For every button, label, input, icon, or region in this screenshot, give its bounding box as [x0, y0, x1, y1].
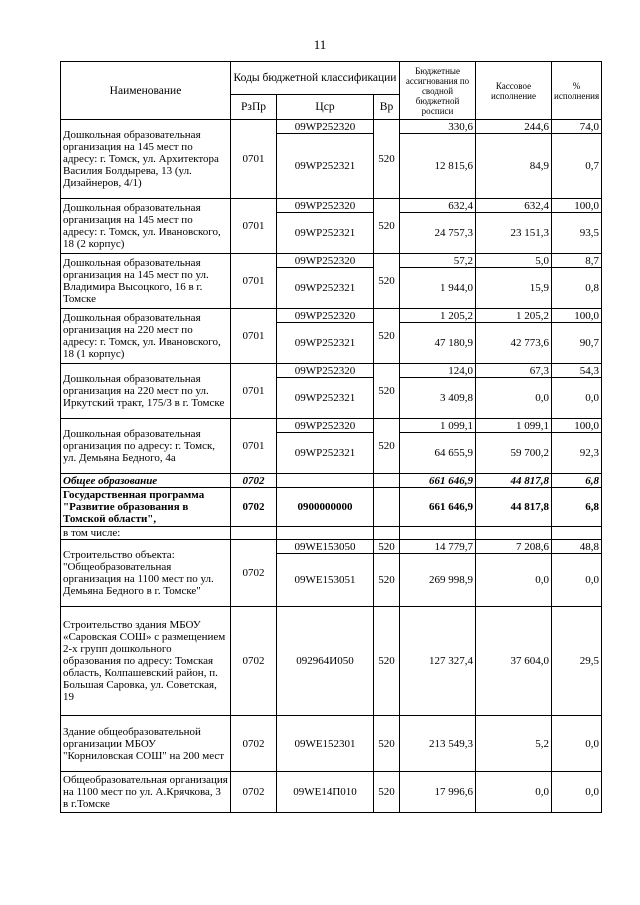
assign-cell: 1 099,1 — [400, 419, 476, 433]
rzpr-cell: 0702 — [231, 474, 277, 488]
vr-cell: 520 — [374, 309, 400, 364]
object-name: Общеобразовательная организация на 1100 мест по ул. А.Крячкова, 3 в г.Томске — [61, 772, 231, 813]
rzpr-cell: 0702 — [231, 716, 277, 772]
cash-cell: 7 208,6 — [476, 540, 552, 554]
pct-cell: 0,0 — [552, 772, 602, 813]
assign-cell: 17 996,6 — [400, 772, 476, 813]
csr-cell: 09WP252321 — [277, 378, 374, 419]
csr-cell: 09WP252321 — [277, 134, 374, 199]
header-cash: Кассовое исполнение — [476, 62, 552, 120]
header-rzpr: РзПр — [231, 95, 277, 120]
header-vr: Вр — [374, 95, 400, 120]
csr-cell: 09WE153051 — [277, 554, 374, 607]
object-name: Строительство здания МБОУ «Саровская СОШ» с размещением 2-х групп дошкольного образования по адресу: Томская область, Колпашевский район, п. Большая Саровка, ул. Советская, 19 — [61, 607, 231, 716]
header-assignments: Бюджетные ассигнования по сводной бюджетной росписи — [400, 62, 476, 120]
csr-cell — [277, 474, 374, 488]
csr-cell: 09WP252321 — [277, 433, 374, 474]
table-row — [61, 120, 602, 134]
object-name: Дошкольная образовательная организация на 145 мест по адресу: г. Томск, ул. Архитектора Василия Болдырева, 13 (ул. Дизайнеров, 4/1) — [61, 120, 231, 199]
csr-cell: 09WP252320 — [277, 309, 374, 323]
including-row — [61, 527, 602, 540]
vr-cell: 520 — [374, 540, 400, 554]
section-name: Общее образование — [61, 474, 231, 488]
assign-cell: 3 409,8 — [400, 378, 476, 419]
assign-cell: 127 327,4 — [400, 607, 476, 716]
pct-cell: 6,8 — [552, 488, 602, 527]
assign-cell: 57,2 — [400, 254, 476, 268]
pct-cell: 8,7 — [552, 254, 602, 268]
section-row — [61, 474, 602, 488]
vr-cell: 520 — [374, 254, 400, 309]
budget-table — [60, 61, 602, 813]
object-name: Дошкольная образовательная организация на 145 мест по ул. Владимира Высоцкого, 16 в г. Томске — [61, 254, 231, 309]
header-name: Наименование — [61, 62, 231, 120]
vr-cell — [374, 488, 400, 527]
pct-cell: 100,0 — [552, 419, 602, 433]
vr-cell: 520 — [374, 199, 400, 254]
object-name: Дошкольная образовательная организация на 220 мест по адресу: г. Томск, ул. Ивановского, 18 (1 корпус) — [61, 309, 231, 364]
table-row — [61, 254, 602, 268]
program-name: Государственная программа "Развитие образования в Томской области", — [61, 488, 231, 527]
cash-cell: 5,0 — [476, 254, 552, 268]
pct-cell: 0,0 — [552, 554, 602, 607]
csr-cell: 09WP252320 — [277, 254, 374, 268]
assign-cell: 1 944,0 — [400, 268, 476, 309]
rzpr-cell: 0702 — [231, 607, 277, 716]
rzpr-cell: 0701 — [231, 309, 277, 364]
assign-cell: 213 549,3 — [400, 716, 476, 772]
vr-cell: 520 — [374, 716, 400, 772]
cash-cell: 0,0 — [476, 554, 552, 607]
vr-cell: 520 — [374, 120, 400, 199]
cash-cell: 244,6 — [476, 120, 552, 134]
vr-cell — [374, 474, 400, 488]
table-row — [61, 772, 602, 813]
pct-cell: 74,0 — [552, 120, 602, 134]
csr-cell: 09WE153050 — [277, 540, 374, 554]
table-row — [61, 199, 602, 213]
assign-cell: 661 646,9 — [400, 488, 476, 527]
assign-cell: 632,4 — [400, 199, 476, 213]
csr-cell: 09WE14П010 — [277, 772, 374, 813]
program-row — [61, 488, 602, 527]
csr-cell: 09WE152301 — [277, 716, 374, 772]
cash-cell: 84,9 — [476, 134, 552, 199]
rzpr-cell: 0701 — [231, 199, 277, 254]
cash-cell: 44 817,8 — [476, 474, 552, 488]
rzpr-cell: 0701 — [231, 120, 277, 199]
assign-cell: 269 998,9 — [400, 554, 476, 607]
pct-cell: 0,0 — [552, 378, 602, 419]
table-row — [61, 309, 602, 323]
pct-cell: 93,5 — [552, 213, 602, 254]
cash-cell: 0,0 — [476, 772, 552, 813]
header-csr: Цср — [277, 95, 374, 120]
vr-cell: 520 — [374, 554, 400, 607]
csr-cell: 09WP252321 — [277, 213, 374, 254]
vr-cell: 520 — [374, 607, 400, 716]
cash-cell: 0,0 — [476, 378, 552, 419]
rzpr-cell: 0702 — [231, 540, 277, 607]
pct-cell: 0,7 — [552, 134, 602, 199]
table-row — [61, 364, 602, 378]
csr-cell: 09WP252321 — [277, 268, 374, 309]
pct-cell: 92,3 — [552, 433, 602, 474]
pct-cell: 54,3 — [552, 364, 602, 378]
object-name: Дошкольная образовательная организация на 145 мест по адресу: г. Томск, ул. Ивановского, 18 (2 корпус) — [61, 199, 231, 254]
pct-cell: 100,0 — [552, 199, 602, 213]
pct-cell: 0,0 — [552, 716, 602, 772]
cash-cell: 1 099,1 — [476, 419, 552, 433]
assign-cell: 330,6 — [400, 120, 476, 134]
cash-cell: 37 604,0 — [476, 607, 552, 716]
page-number: 11 — [313, 37, 327, 52]
cash-cell: 44 817,8 — [476, 488, 552, 527]
cash-cell: 632,4 — [476, 199, 552, 213]
cash-cell: 5,2 — [476, 716, 552, 772]
table-row — [61, 540, 602, 554]
pct-cell: 6,8 — [552, 474, 602, 488]
pct-cell: 29,5 — [552, 607, 602, 716]
cash-cell: 15,9 — [476, 268, 552, 309]
rzpr-cell: 0702 — [231, 488, 277, 527]
header-codes: Коды бюджетной классификации — [231, 62, 400, 95]
pct-cell: 90,7 — [552, 323, 602, 364]
assign-cell: 24 757,3 — [400, 213, 476, 254]
pct-cell: 100,0 — [552, 309, 602, 323]
assign-cell: 1 205,2 — [400, 309, 476, 323]
assign-cell: 661 646,9 — [400, 474, 476, 488]
table-row — [61, 419, 602, 433]
object-name: Дошкольная образовательная организация на 220 мест по ул. Иркутский тракт, 175/3 в г. Томске — [61, 364, 231, 419]
csr-cell: 092964И050 — [277, 607, 374, 716]
including-label: в том числе: — [61, 527, 231, 540]
assign-cell: 47 180,9 — [400, 323, 476, 364]
rzpr-cell: 0701 — [231, 254, 277, 309]
vr-cell: 520 — [374, 772, 400, 813]
vr-cell: 520 — [374, 364, 400, 419]
rzpr-cell: 0701 — [231, 419, 277, 474]
csr-cell: 09WP252320 — [277, 419, 374, 433]
cash-cell: 23 151,3 — [476, 213, 552, 254]
csr-cell: 09WP252320 — [277, 199, 374, 213]
cash-cell: 1 205,2 — [476, 309, 552, 323]
table-row — [61, 716, 602, 772]
csr-cell: 09WP252320 — [277, 120, 374, 134]
object-name: Здание общеобразовательной организации МБОУ "Корниловская СОШ" на 200 мест — [61, 716, 231, 772]
cash-cell: 42 773,6 — [476, 323, 552, 364]
cash-cell: 59 700,2 — [476, 433, 552, 474]
object-name: Строительство объекта: "Общеобразовательная организация на 1100 мест по ул. Демьяна Бедного в г. Томске" — [61, 540, 231, 607]
table-row — [61, 607, 602, 716]
csr-cell: 0900000000 — [277, 488, 374, 527]
pct-cell: 48,8 — [552, 540, 602, 554]
cash-cell: 67,3 — [476, 364, 552, 378]
header-percent: % исполнения — [552, 62, 602, 120]
rzpr-cell: 0702 — [231, 772, 277, 813]
rzpr-cell: 0701 — [231, 364, 277, 419]
csr-cell: 09WP252321 — [277, 323, 374, 364]
object-name: Дошкольная образовательная организация по адресу: г. Томск, ул. Демьяна Бедного, 4а — [61, 419, 231, 474]
vr-cell: 520 — [374, 419, 400, 474]
assign-cell: 64 655,9 — [400, 433, 476, 474]
assign-cell: 124,0 — [400, 364, 476, 378]
pct-cell: 0,8 — [552, 268, 602, 309]
csr-cell: 09WP252320 — [277, 364, 374, 378]
assign-cell: 12 815,6 — [400, 134, 476, 199]
assign-cell: 14 779,7 — [400, 540, 476, 554]
